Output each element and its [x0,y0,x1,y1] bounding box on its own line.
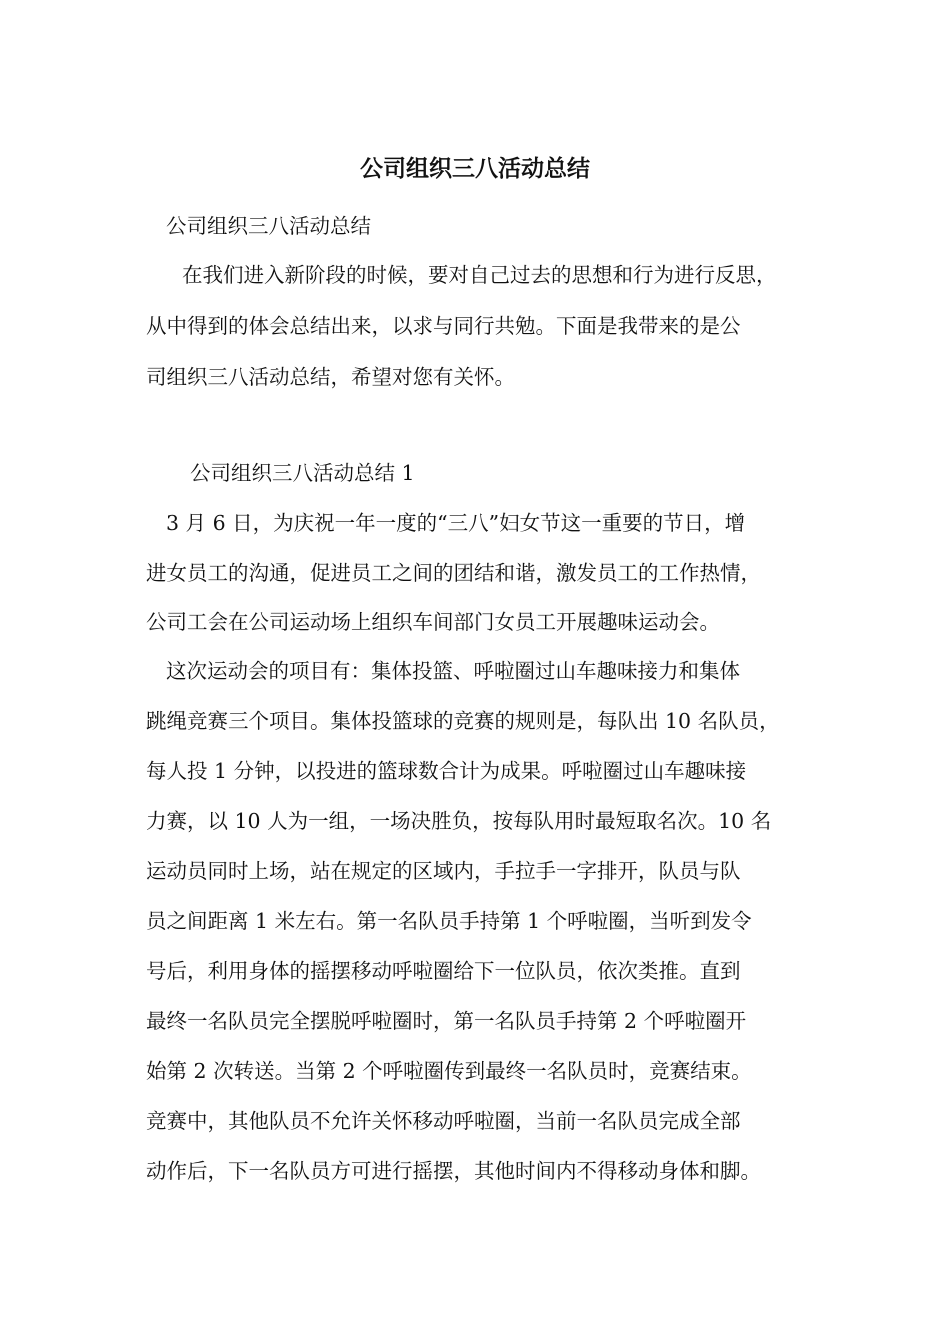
document-title: 公司组织三八活动总结 [360,155,590,182]
paragraph-line: 跳绳竞赛三个项目。集体投篮球的竞赛的规则是，每队出 10 名队员， [146,709,780,733]
paragraph-line: 每人投 1 分钟，以投进的篮球数合计为成果。呼啦圈过山车趣味接 [146,759,747,783]
paragraph-line: 力赛，以 10 人为一组，一场决胜负，按每队用时最短取名次。10 名 [146,809,772,833]
paragraph-line: 号后，利用身体的摇摆移动呼啦圈给下一位队员，依次类推。直到 [146,959,741,983]
paragraph-line: 运动员同时上场，站在规定的区域内，手拉手一字排开，队员与队 [146,859,741,883]
intro-line: 在我们进入新阶段的时候，要对自己过去的思想和行为进行反思， [182,263,777,287]
paragraph-line: 公司工会在公司运动场上组织车间部门女员工开展趣味运动会。 [146,610,720,634]
section-heading: 公司组织三八活动总结 1 [190,461,415,485]
paragraph-line: 最终一名队员完全摆脱呼啦圈时，第一名队员手持第 2 个呼啦圈开 [146,1009,747,1033]
document-subtitle: 公司组织三八活动总结 [166,214,371,238]
paragraph-line: 动作后，下一名队员方可进行摇摆，其他时间内不得移动身体和脚。 [146,1159,761,1183]
paragraph-line: 始第 2 次转送。当第 2 个呼啦圈传到最终一名队员时，竞赛结束。 [146,1059,752,1083]
paragraph-line: 竞赛中，其他队员不允许关怀移动呼啦圈，当前一名队员完成全部 [146,1109,741,1133]
intro-line: 司组织三八活动总结，希望对您有关怀。 [146,365,515,389]
intro-line: 从中得到的体会总结出来，以求与同行共勉。下面是我带来的是公 [146,314,741,338]
paragraph-line: 进女员工的沟通，促进员工之间的团结和谐，激发员工的工作热情， [146,561,761,585]
paragraph-line: 这次运动会的项目有：集体投篮、呼啦圈过山车趣味接力和集体 [166,659,740,683]
paragraph-line: 3 月 6 日，为庆祝一年一度的“三八”妇女节这一重要的节日，增 [166,511,746,535]
paragraph-line: 员之间距离 1 米左右。第一名队员手持第 1 个呼啦圈，当听到发令 [146,909,752,933]
